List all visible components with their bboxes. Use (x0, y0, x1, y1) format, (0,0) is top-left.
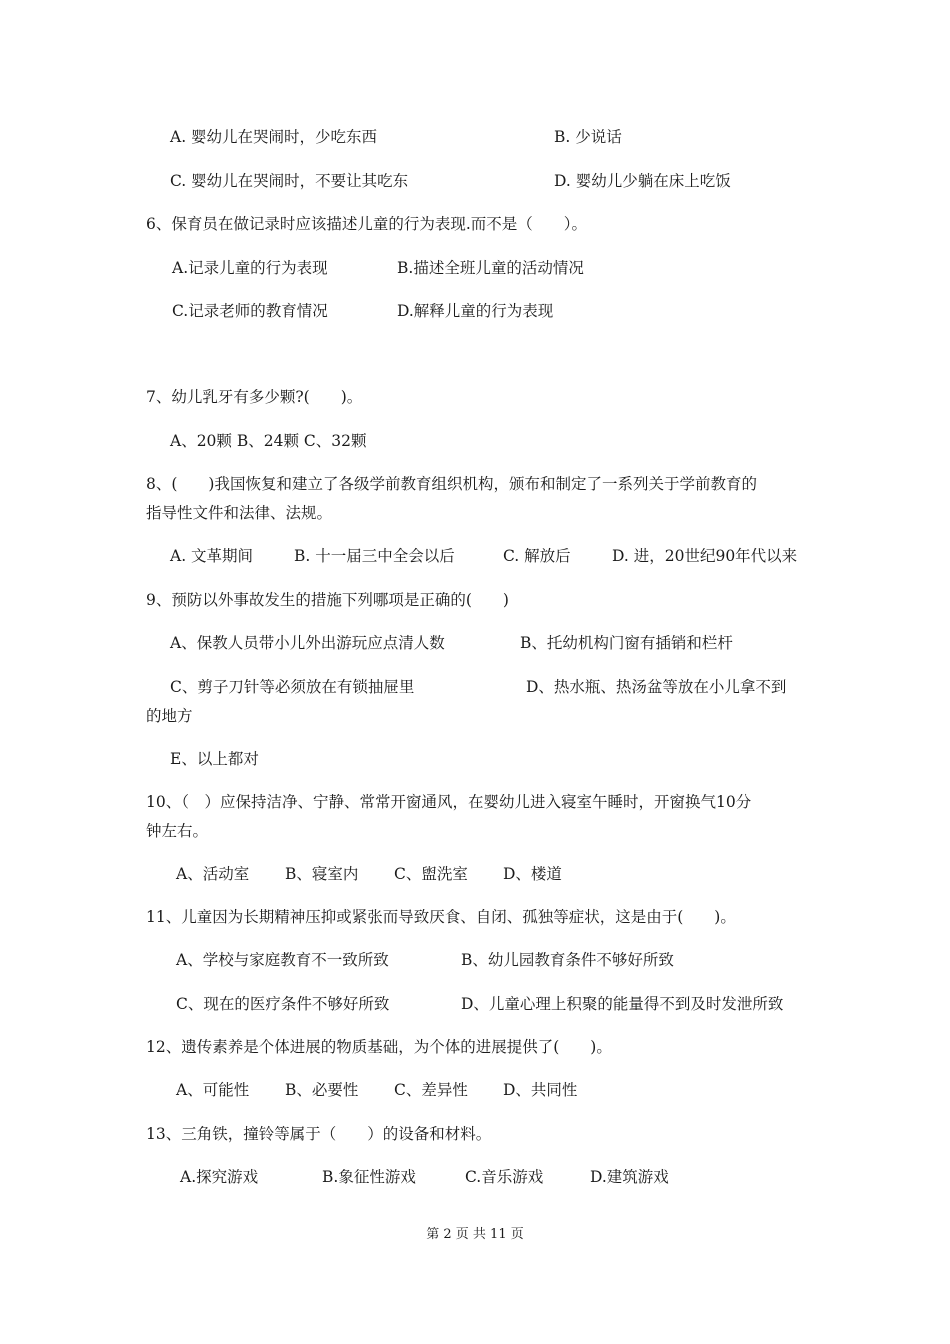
q8-option-b: B. 十一届三中全会以后 (294, 547, 455, 565)
q5-option-b: B. 少说话 (554, 128, 622, 146)
q6-option-d: D.解释儿童的行为表现 (397, 302, 554, 320)
q10-option-b: B、寝室内 (285, 865, 359, 883)
q10-option-a: A、活动室 (176, 865, 250, 883)
q8-stem-line2: 指导性文件和法律、法规。 (146, 504, 333, 522)
q12-stem: 12、遗传素养是个体进展的物质基础，为个体的进展提供了( )。 (146, 1038, 612, 1056)
q6-option-a: A.记录儿童的行为表现 (172, 259, 328, 277)
q6-option-b: B.描述全班儿童的活动情况 (397, 259, 584, 277)
q11-option-c: C、现在的医疗条件不够好所致 (176, 995, 390, 1013)
q12-option-c: C、差异性 (394, 1081, 468, 1099)
q13-option-d: D.建筑游戏 (590, 1168, 669, 1186)
q13-option-a: A.探究游戏 (180, 1168, 259, 1186)
q9-option-e: E、以上都对 (170, 750, 259, 768)
q9-option-d-line1: D、热水瓶、热汤盆等放在小儿拿不到 (526, 678, 787, 696)
q13-option-b: B.象征性游戏 (322, 1168, 416, 1186)
q8-stem-line1: 8、( )我国恢复和建立了各级学前教育组织机构，颁布和制定了一系列关于学前教育的 (146, 475, 757, 493)
q6-option-c: C.记录老师的教育情况 (172, 302, 328, 320)
q11-option-d: D、儿童心理上积聚的能量得不到及时发泄所致 (461, 995, 784, 1013)
q5-option-d: D. 婴幼儿少躺在床上吃饭 (554, 172, 731, 190)
q12-option-d: D、共同性 (503, 1081, 578, 1099)
q9-option-d-line2: 的地方 (146, 707, 193, 725)
q12-option-b: B、必要性 (285, 1081, 359, 1099)
q8-option-d: D. 进，20世纪90年代以来 (612, 547, 798, 565)
q8-option-a: A. 文革期间 (170, 547, 254, 565)
q10-stem-line2: 钟左右。 (146, 822, 209, 840)
q13-stem: 13、三角铁，撞铃等属于（ ）的设备和材料。 (146, 1125, 492, 1143)
q5-option-c: C. 婴幼儿在哭闹时，不要让其吃东 (170, 172, 409, 190)
q5-option-a: A. 婴幼儿在哭闹时，少吃东西 (170, 128, 378, 146)
q11-option-a: A、学校与家庭教育不一致所致 (176, 951, 389, 969)
q9-option-a: A、保教人员带小儿外出游玩应点清人数 (170, 634, 445, 652)
q10-option-d: D、楼道 (503, 865, 562, 883)
q7-stem: 7、幼儿乳牙有多少颗?( )。 (146, 388, 363, 406)
q6-stem: 6、保育员在做记录时应该描述儿童的行为表现.而不是（ ）。 (146, 215, 588, 233)
q12-option-a: A、可能性 (176, 1081, 250, 1099)
q10-option-c: C、盥洗室 (394, 865, 468, 883)
q7-options: A、20颗 B、24颗 C、32颗 (170, 432, 367, 450)
q9-stem: 9、预防以外事故发生的措施下列哪项是正确的( ) (146, 591, 509, 609)
page-number-footer: 第 2 页 共 11 页 (426, 1227, 524, 1242)
q9-option-b: B、托幼机构门窗有插销和栏杆 (520, 634, 733, 652)
q8-option-c: C. 解放后 (503, 547, 571, 565)
q11-option-b: B、幼儿园教育条件不够好所致 (461, 951, 674, 969)
q9-option-c: C、剪子刀针等必须放在有锁抽屉里 (170, 678, 415, 696)
q13-option-c: C.音乐游戏 (465, 1168, 544, 1186)
q11-stem: 11、儿童因为长期精神压抑或紧张而导致厌食、自闭、孤独等症状，这是由于( )。 (146, 908, 736, 926)
q10-stem-line1: 10、（ ）应保持洁净、宁静、常常开窗通风，在婴幼儿进入寝室午睡时，开窗换气10分 (146, 793, 752, 811)
